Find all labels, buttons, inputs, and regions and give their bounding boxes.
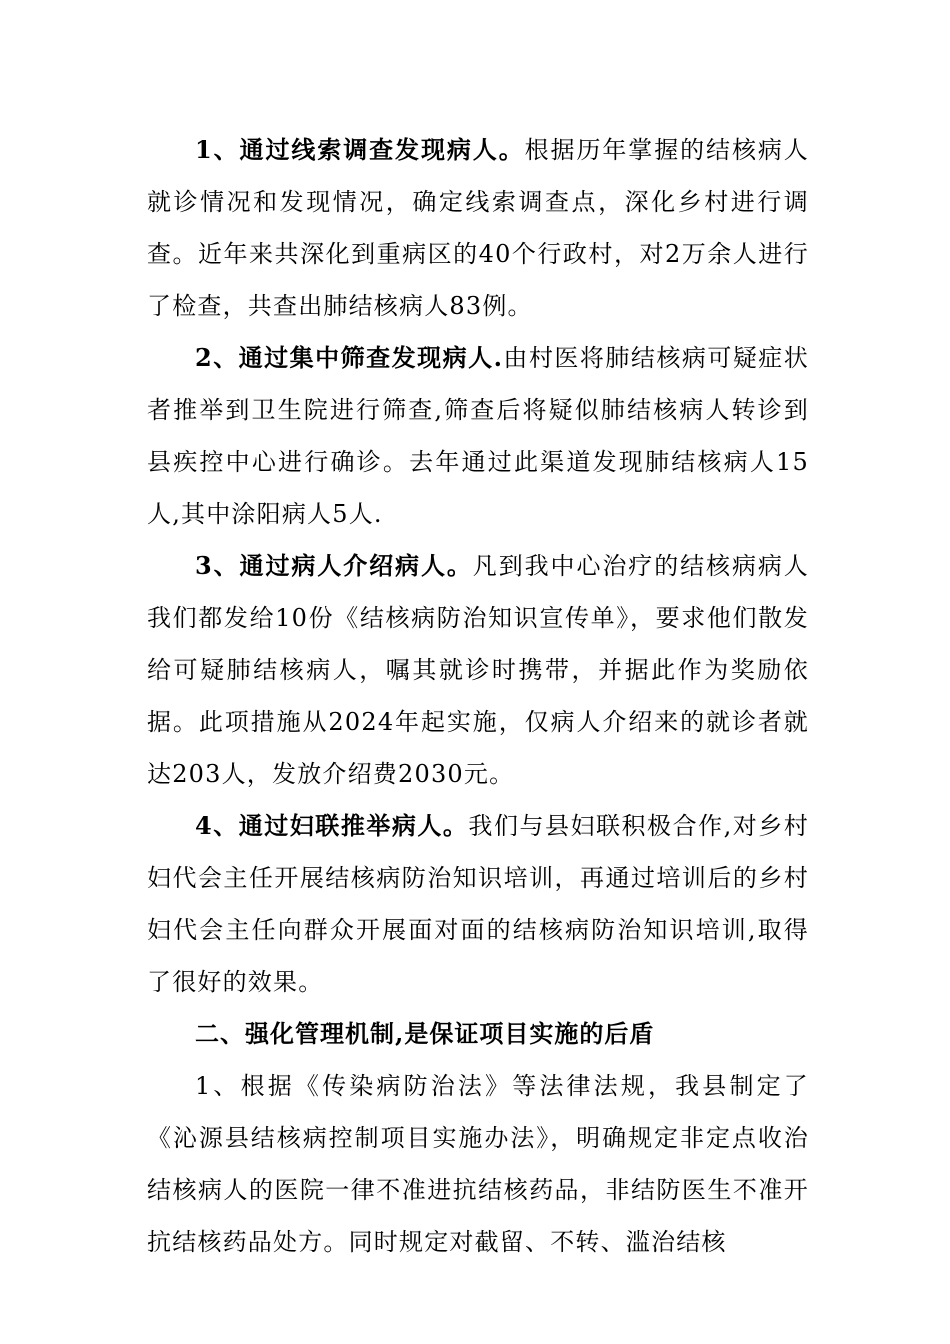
section-heading: 二、强化管理机制,是保证项目实施的后盾 <box>195 1019 655 1048</box>
paragraph-body: 根据历年掌握的结核病人就诊情况和发现情况，确定线索调查点，深化乡村进行调查。近年来共深化到重病区的40个行政村，对2万余人进行了检查，共查出肺结核病人83例。 <box>147 136 809 320</box>
paragraph-lead: 2、通过集中筛查发现病人. <box>195 343 504 372</box>
paragraph-lead: 1、通过线索调查发现病人。 <box>195 135 525 164</box>
paragraph-body: 由村医将肺结核病可疑症状者推举到卫生院进行筛查,筛查后将疑似肺结核病人转诊到县疾控中心进行确诊。去年通过此渠道发现肺结核病人15人,其中涂阳病人5人. <box>147 344 809 528</box>
paragraph-body: 凡到我中心治疗的结核病病人我们都发给10份《结核病防治知识宣传单》，要求他们散发给可疑肺结核病人，嘱其就诊时携带，并据此作为奖励依据。此项措施从2024年起实施，仅病人介绍来的就诊者就达203人，发放介绍费2030元。 <box>147 552 809 788</box>
paragraph-body: 我们与县妇联积极合作,对乡村妇代会主任开展结核病防治知识培训，再通过培训后的乡村妇代会主任向群众开展面对面的结核病防治知识培训,取得了很好的效果。 <box>147 812 809 996</box>
paragraph-lead: 3、通过病人介绍病人。 <box>195 551 473 580</box>
paragraph-regulations: 1、根据《传染病防治法》等法律法规，我县制定了《沁源县结核病控制项目实施办法》，明确规定非定点收治结核病人的医院一律不准进抗结核药品，非结防医生不准开抗结核药品处方。同时规定对截留、不转、滥治结核 <box>147 1072 809 1256</box>
paragraph-patient-referral <box>147 540 809 800</box>
paragraph-centralized-screening <box>147 332 809 540</box>
paragraph-womens-federation <box>147 800 809 1008</box>
document-page <box>147 124 809 1268</box>
paragraph-lead: 4、通过妇联推举病人。 <box>195 811 469 840</box>
paragraph-clue-investigation <box>147 124 809 332</box>
